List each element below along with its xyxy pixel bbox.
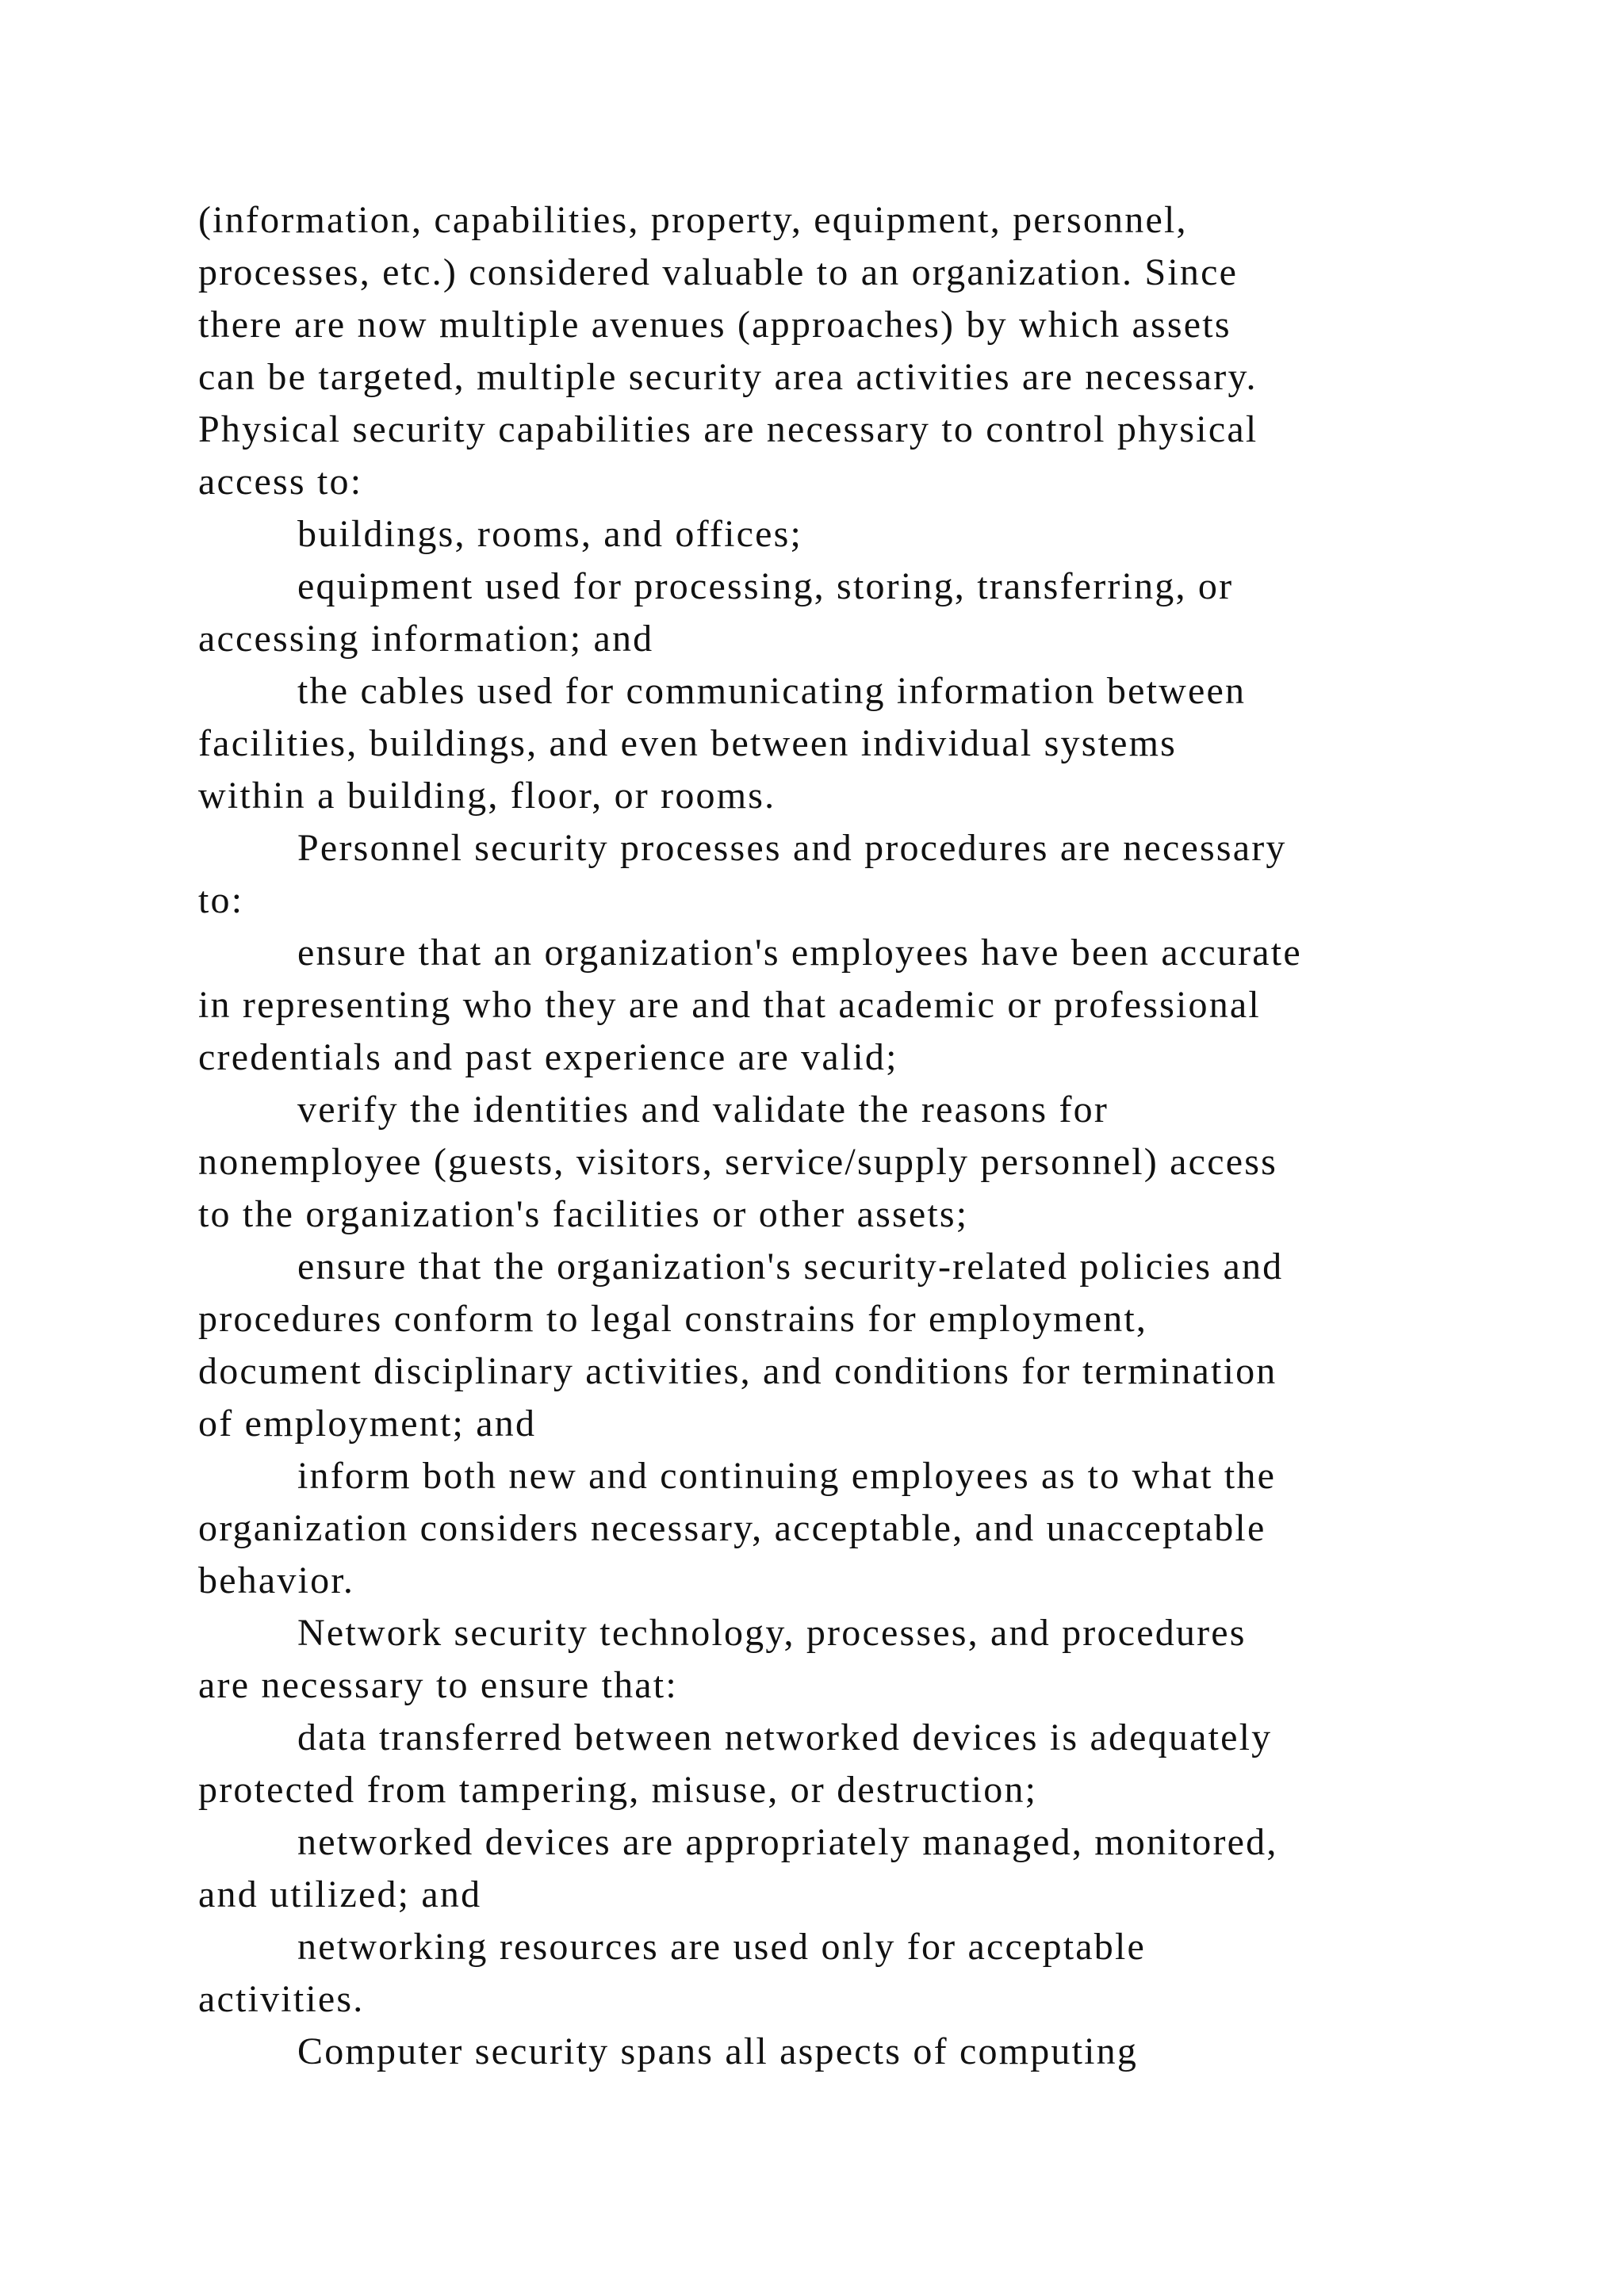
text-line: of employment; and [198, 1402, 537, 1445]
text-line: Personnel security processes and procedures are necessary [297, 827, 1287, 869]
text-line: networked devices are appropriately managed, monitored, [297, 1821, 1278, 1863]
text-line: verify the identities and validate the reasons for [297, 1089, 1109, 1131]
text-line: in representing who they are and that academic or professional [198, 984, 1261, 1026]
text-line: procedures conform to legal constrains for employment, [198, 1298, 1148, 1340]
text-line: (information, capabilities, property, equipment, personnel, [198, 199, 1188, 241]
text-line: there are now multiple avenues (approaches) by which assets [198, 304, 1231, 346]
text-line: Network security technology, processes, and procedures [297, 1612, 1247, 1654]
text-line: networking resources are used only for acceptable [297, 1926, 1147, 1968]
text-line: access to: [198, 461, 363, 503]
text-line: Physical security capabilities are necessary to control physical [198, 408, 1258, 450]
text-line: accessing information; and [198, 618, 654, 660]
text-line: to: [198, 879, 244, 921]
text-line: to the organization's facilities or other assets; [198, 1193, 969, 1235]
text-line: processes, etc.) considered valuable to an organization. Since [198, 251, 1239, 293]
text-line: the cables used for communicating information between [297, 670, 1247, 712]
text-line: behavior. [198, 1559, 355, 1601]
text-line: inform both new and continuing employees as to what the [297, 1455, 1277, 1497]
text-line: Computer security spans all aspects of computing [297, 2030, 1139, 2072]
text-line: can be targeted, multiple security area activities are necessary. [198, 356, 1258, 398]
text-line: document disciplinary activities, and conditions for termination [198, 1350, 1277, 1392]
text-line: and utilized; and [198, 1873, 482, 1915]
text-line: data transferred between networked devices is adequately [297, 1716, 1273, 1758]
text-line: are necessary to ensure that: [198, 1664, 678, 1706]
text-line: protected from tampering, misuse, or destruction; [198, 1769, 1038, 1811]
text-line: within a building, floor, or rooms. [198, 775, 776, 817]
text-line: ensure that the organization's security-related policies and [297, 1246, 1284, 1288]
text-line: buildings, rooms, and offices; [297, 513, 803, 555]
text-line: organization considers necessary, acceptable, and unacceptable [198, 1507, 1266, 1549]
text-line: credentials and past experience are valid; [198, 1036, 898, 1078]
text-line: equipment used for processing, storing, transferring, or [297, 565, 1234, 607]
body-text [198, 194, 1515, 2078]
text-line: nonemployee (guests, visitors, service/supply personnel) access [198, 1141, 1277, 1183]
text-line: ensure that an organization's employees have been accurate [297, 932, 1302, 974]
text-line: activities. [198, 1978, 365, 2020]
text-line: facilities, buildings, and even between individual systems [198, 722, 1178, 764]
